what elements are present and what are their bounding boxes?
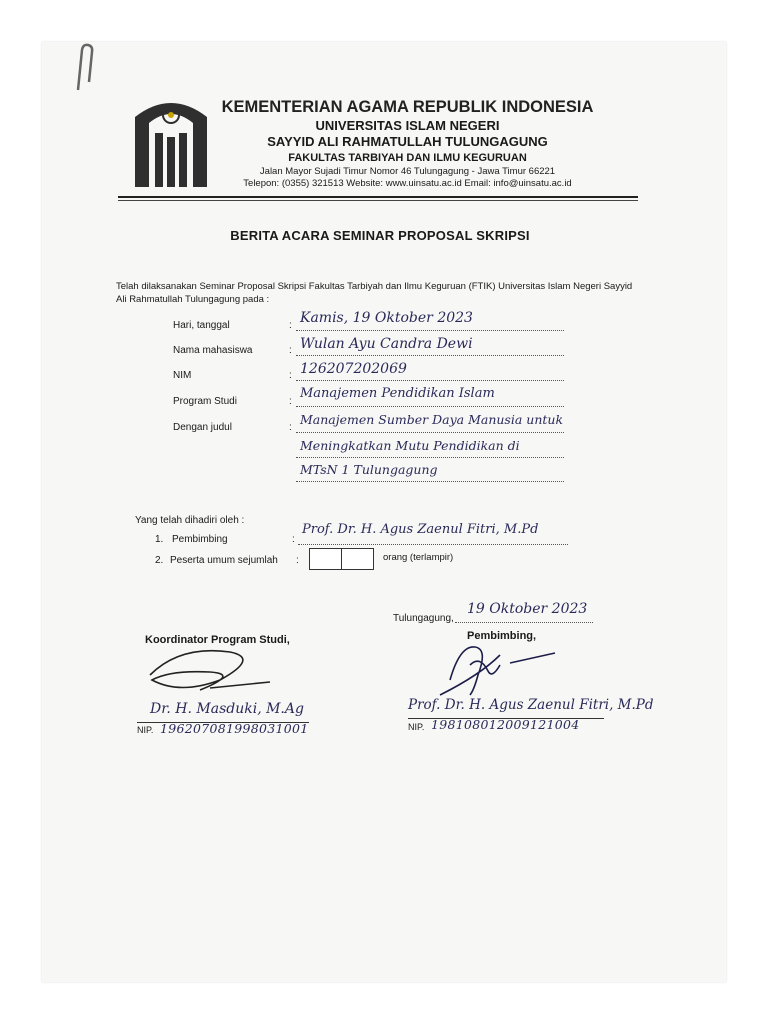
date-label: Hari, tanggal xyxy=(173,320,230,331)
attendance-item1-value: Prof. Dr. H. Agus Zaenul Fitri, M.Pd xyxy=(302,522,539,537)
right-nip-label: NIP. xyxy=(408,722,425,732)
nim-value: 126207202069 xyxy=(300,361,407,377)
nim-line xyxy=(296,380,564,381)
title-line-1 xyxy=(296,432,564,433)
left-nip-label: NIP. xyxy=(137,725,154,735)
title-line-3 xyxy=(296,481,564,482)
program-value: Manajemen Pendidikan Islam xyxy=(300,386,495,401)
place-label: Tulungagung, xyxy=(393,613,454,624)
right-signer-name: Prof. Dr. H. Agus Zaenul Fitri, M.Pd xyxy=(408,697,654,713)
university-name-line1: UNIVERSITAS ISLAM NEGERI xyxy=(315,118,500,133)
attendance-item2-number: 2. xyxy=(155,555,164,566)
attendance-item2-suffix: orang (terlampir) xyxy=(383,552,454,563)
right-nip-value: 198108012009121004 xyxy=(431,717,580,732)
title-line-2 xyxy=(296,457,564,458)
name-value: Wulan Ayu Candra Dewi xyxy=(300,336,473,352)
university-name-line2: SAYYID ALI RAHMATULLAH TULUNGAGUNG xyxy=(267,134,548,149)
program-colon: : xyxy=(289,396,292,407)
title-value-line2: Meningkatkan Mutu Pendidikan di xyxy=(300,438,520,453)
title-colon: : xyxy=(289,422,292,433)
university-logo-icon xyxy=(133,97,209,189)
attendance-item1-colon: : xyxy=(292,534,295,545)
header-divider-thin xyxy=(118,200,638,201)
participant-count-box-2 xyxy=(341,548,374,570)
ministry-name: KEMENTERIAN AGAMA REPUBLIK INDONESIA xyxy=(221,98,594,116)
participant-count-box-1 xyxy=(309,548,342,570)
name-label: Nama mahasiswa xyxy=(173,345,253,356)
title-value-line3: MTsN 1 Tulungagung xyxy=(300,462,438,477)
date-colon: : xyxy=(289,320,292,331)
left-signer-name: Dr. H. Masduki, M.Ag xyxy=(150,701,304,717)
faculty-name: FAKULTAS TARBIYAH DAN ILMU KEGURUAN xyxy=(288,152,527,164)
address-line: Jalan Mayor Sujadi Timur Nomor 46 Tulungagung - Jawa Timur 66221 xyxy=(259,166,556,177)
attendance-heading: Yang telah dihadiri oleh : xyxy=(135,515,245,526)
program-line xyxy=(296,406,564,407)
place-date-value: 19 Oktober 2023 xyxy=(467,601,588,617)
attendance-item2-label: Peserta umum sejumlah xyxy=(170,555,278,566)
place-date-line xyxy=(455,622,593,623)
document-title: BERITA ACARA SEMINAR PROPOSAL SKRIPSI xyxy=(230,228,530,243)
date-value: Kamis, 19 Oktober 2023 xyxy=(300,310,473,326)
contact-line: Telepon: (0355) 321513 Website: www.uinsatu.ac.id Email: info@uinsatu.ac.id xyxy=(243,178,572,189)
date-line xyxy=(296,330,564,331)
left-nip-value: 196207081998031001 xyxy=(160,721,309,736)
name-line xyxy=(296,355,564,356)
title-label: Dengan judul xyxy=(173,422,232,433)
attendance-item1-label: Pembimbing xyxy=(172,534,228,545)
header-divider xyxy=(118,196,638,198)
right-signer-role: Pembimbing, xyxy=(467,630,537,642)
attendance-item1-number: 1. xyxy=(155,534,164,545)
left-signer-role: Koordinator Program Studi, xyxy=(145,634,290,646)
paper-clip-icon xyxy=(70,42,100,92)
program-label: Program Studi xyxy=(173,396,237,407)
nim-label: NIM xyxy=(173,370,192,381)
nim-colon: : xyxy=(289,370,292,381)
name-colon: : xyxy=(289,345,292,356)
title-value-line1: Manajemen Sumber Daya Manusia untuk xyxy=(300,412,564,427)
attendance-item1-line xyxy=(298,544,568,545)
intro-paragraph: Telah dilaksanakan Seminar Proposal Skripsi Fakultas Tarbiyah dan Ilmu Keguruan (FTIK) Universitas Islam Negeri Sayyid Ali Rahmatullah Tulungagung pada : xyxy=(116,281,633,305)
attendance-item2-colon: : xyxy=(296,555,299,566)
right-signature-icon xyxy=(430,635,570,700)
left-signature-icon xyxy=(140,640,290,700)
